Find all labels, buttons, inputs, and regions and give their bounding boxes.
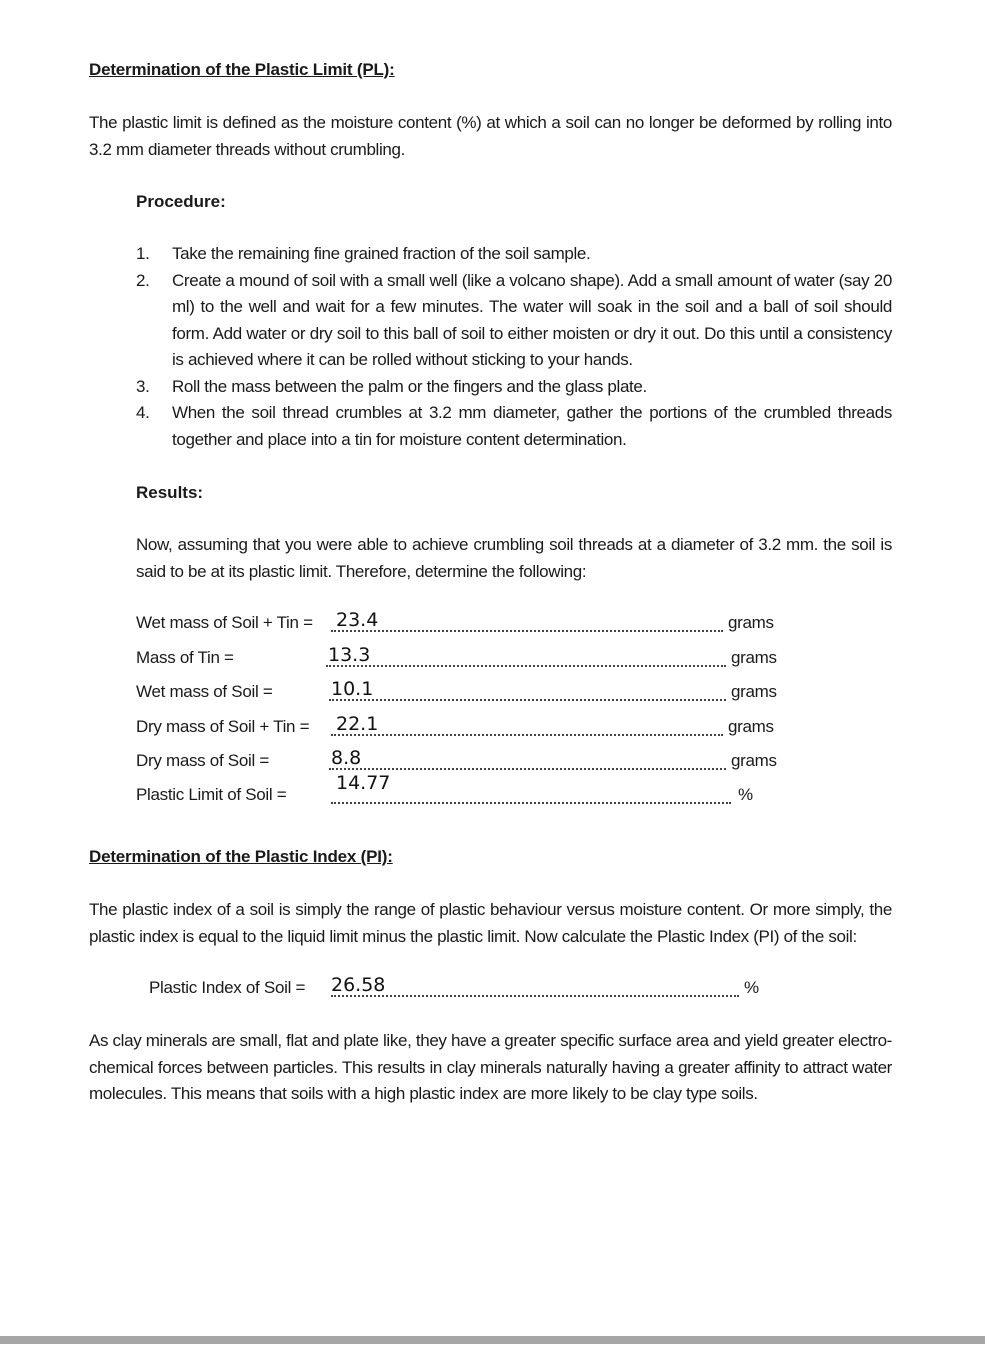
plastic-index-conclusion: As clay minerals are small, flat and plate like, they have a greater specific surface area and yield greater electro-chemical forces between particles. This results in clay minerals naturally having a greater affinity to attract water molecules. This means that soils with a high plastic index are more likely to be clay type soils. <box>89 1031 892 1103</box>
field-mass-tin <box>136 644 786 674</box>
plastic-index-heading: Determination of the Plastic Index (PI): <box>89 847 393 866</box>
answer-value[interactable]: 22.1 <box>336 713 379 735</box>
procedure-step <box>136 400 892 453</box>
procedure-step <box>136 241 892 268</box>
procedure-step <box>136 374 892 401</box>
answer-line <box>331 630 723 632</box>
procedure-list <box>136 241 892 453</box>
answer-value[interactable]: 13.3 <box>328 644 371 666</box>
unit-label: grams <box>728 717 774 736</box>
field-label: Dry mass of Soil = <box>136 751 269 770</box>
answer-value[interactable]: 23.4 <box>336 609 379 631</box>
step-number: 3. <box>136 376 150 396</box>
answer-line <box>331 802 731 804</box>
field-wet-mass-soil <box>136 678 786 708</box>
field-label: Mass of Tin = <box>136 648 234 667</box>
page-bottom-divider <box>0 1336 985 1344</box>
step-text: Create a mound of soil with a small well (like a volcano shape). Add a small amount of water (say 20 ml) to the well and wait for a few minutes. The water will soak in the soil and a ball of soil should form. Add water or dry soil to this ball of soil to either moisten or dry it out. Do this until a consistency is achieved where it can be rolled without sticking to your hands. <box>172 270 892 369</box>
answer-line <box>331 995 739 997</box>
field-label: Wet mass of Soil + Tin = <box>136 613 313 632</box>
field-label: Plastic Limit of Soil = <box>136 785 287 804</box>
field-label: Dry mass of Soil + Tin = <box>136 717 310 736</box>
results-heading: Results: <box>136 483 204 502</box>
step-text: Take the remaining fine grained fraction of the soil sample. <box>172 244 591 263</box>
answer-value[interactable]: 10.1 <box>331 678 374 700</box>
field-label: Plastic Index of Soil = <box>149 978 306 997</box>
procedure-heading: Procedure: <box>136 192 226 211</box>
step-number: 4. <box>136 403 150 422</box>
field-label: Wet mass of Soil = <box>136 682 273 701</box>
unit-label: grams <box>731 648 777 667</box>
field-dry-mass-soil-tin <box>136 713 786 743</box>
field-plastic-limit <box>136 772 786 811</box>
plastic-limit-definition: The plastic limit is defined as the moisture content (%) at which a soil can no longer be deformed by rolling into 3.2 mm diameter threads without crumbling. <box>89 113 892 159</box>
answer-value[interactable]: 14.77 <box>336 772 391 794</box>
unit-label: grams <box>731 682 777 701</box>
field-dry-mass-soil <box>136 747 786 777</box>
answer-line <box>331 734 723 736</box>
unit-label: % <box>738 785 753 804</box>
results-intro: Now, assuming that you were able to achieve crumbling soil threads at a diameter of 3.2 mm. the soil is said to be at its plastic limit. Therefore, determine the following: <box>136 535 892 581</box>
field-wet-mass-soil-tin <box>136 609 786 639</box>
plastic-index-intro: The plastic index of a soil is simply the range of plastic behaviour versus moisture content. Or more simply, the plastic index is equal to the liquid limit minus the plastic limit. Now calculate the Plastic Index (PI) of the soil: <box>89 900 892 946</box>
answer-value[interactable]: 8.8 <box>331 747 362 769</box>
procedure-step <box>136 268 892 374</box>
unit-label: grams <box>731 751 777 770</box>
plastic-limit-heading: Determination of the Plastic Limit (PL): <box>89 60 395 79</box>
step-text: When the soil thread crumbles at 3.2 mm diameter, gather the portions of the crumbled threads together and place into a tin for moisture content determination. <box>172 403 892 449</box>
step-number: 2. <box>136 270 150 290</box>
answer-line <box>326 665 726 667</box>
answer-line <box>329 699 726 701</box>
step-number: 1. <box>136 244 150 263</box>
answer-value[interactable]: 26.58 <box>331 974 386 996</box>
unit-label: % <box>744 978 759 997</box>
step-text: Roll the mass between the palm or the fingers and the glass plate. <box>172 376 647 396</box>
answer-line <box>329 768 726 770</box>
field-plastic-index <box>149 974 789 1004</box>
unit-label: grams <box>728 613 774 632</box>
